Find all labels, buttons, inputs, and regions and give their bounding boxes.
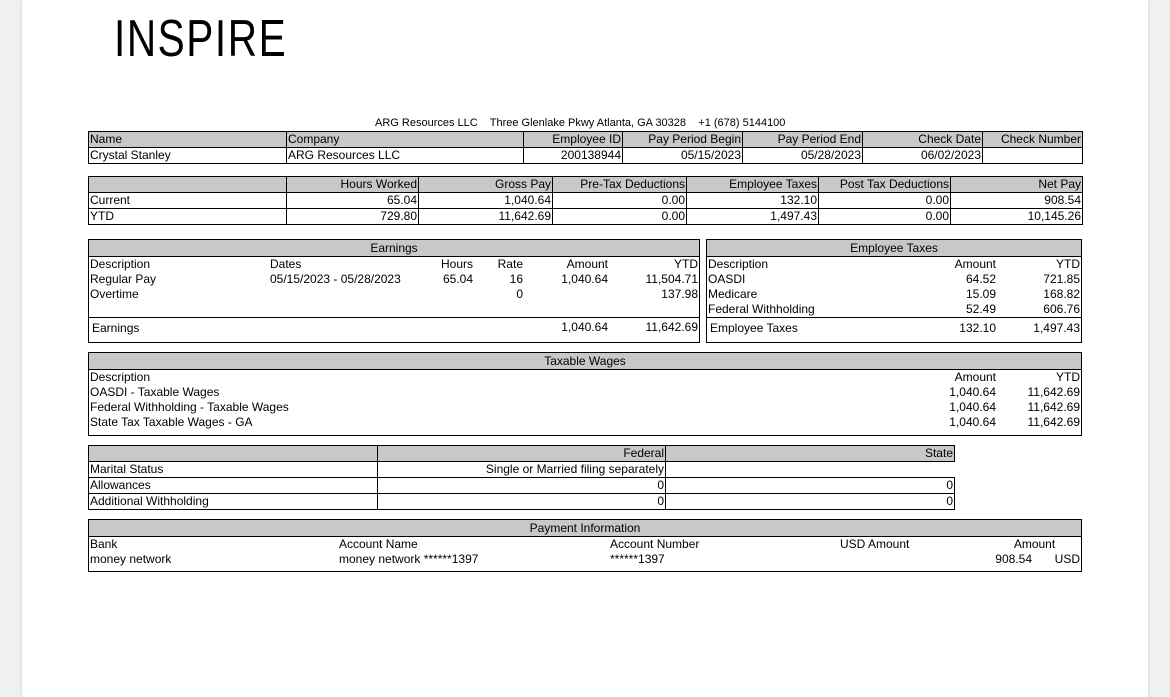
summary-row-ytd xyxy=(89,209,1083,225)
earnings-total-row xyxy=(89,318,699,338)
payment-header-account-name: Account Name xyxy=(339,537,418,551)
earnings-header-ytd: YTD xyxy=(674,257,698,271)
wages-cell: State Tax Taxable Wages - GA xyxy=(90,415,253,429)
wages-cell: 11,642.69 xyxy=(1027,385,1080,399)
taxes-header-amount: Amount xyxy=(954,257,996,271)
pay-period-begin: 05/15/2023 xyxy=(623,148,743,164)
wages-cell: 11,642.69 xyxy=(1027,415,1080,429)
employee-taxes-section xyxy=(706,239,1082,343)
withholding-cell: Allowances xyxy=(89,478,378,494)
tax-cell: 606.76 xyxy=(1043,302,1080,316)
tax-cell: 168.82 xyxy=(1043,287,1080,301)
wages-cell: 1,040.64 xyxy=(949,415,996,429)
summary-cell: 1,040.64 xyxy=(419,193,553,209)
header-check-date: Check Date xyxy=(863,132,983,148)
taxes-total-ytd: 1,497.43 xyxy=(1033,320,1080,335)
taxes-header-ytd: YTD xyxy=(1056,257,1080,271)
pay-period-end: 05/28/2023 xyxy=(743,148,863,164)
summary-cell: 729.80 xyxy=(287,209,419,225)
taxes-total-amount: 132.10 xyxy=(959,320,996,335)
earnings-cell: 05/15/2023 - 05/28/2023 xyxy=(270,272,401,286)
earnings-header-amount: Amount xyxy=(566,257,608,271)
summary-header-gross: Gross Pay xyxy=(419,177,553,193)
wages-header-amount: Amount xyxy=(954,370,996,384)
company-phone: +1 (678) 5144100 xyxy=(698,117,786,129)
check-date: 06/02/2023 xyxy=(863,148,983,164)
summary-cell: 908.54 xyxy=(951,193,1083,209)
wages-cell: OASDI - Taxable Wages xyxy=(90,385,220,399)
summary-cell: Current xyxy=(89,193,287,209)
earnings-header-hours: Hours xyxy=(440,257,473,271)
summary-row-current xyxy=(89,193,1083,209)
summary-cell: 65.04 xyxy=(287,193,419,209)
earnings-total-label: Earnings xyxy=(92,320,140,335)
withholding-table xyxy=(88,445,954,510)
earnings-title: Earnings xyxy=(89,240,699,257)
pay-summary-table xyxy=(88,176,1082,225)
wages-row xyxy=(89,415,1081,430)
summary-header-blank xyxy=(89,177,287,193)
employee-name: Crystal Stanley xyxy=(89,148,287,164)
withholding-header-blank xyxy=(89,446,378,462)
payment-account-name: money network ******1397 xyxy=(339,552,479,566)
taxes-header-description: Description xyxy=(708,257,769,271)
wages-row xyxy=(89,400,1081,415)
summary-header-hours: Hours Worked xyxy=(287,177,419,193)
withholding-cell: 0 xyxy=(378,494,666,510)
header-name: Name xyxy=(89,132,287,148)
tax-row-oasdi xyxy=(707,272,1081,287)
payment-amount: 908.54 xyxy=(995,552,1032,566)
wages-header-ytd: YTD xyxy=(1056,370,1080,384)
tax-cell: OASDI xyxy=(708,272,746,286)
earnings-total-amount: 1,040.64 xyxy=(561,320,608,334)
earnings-cell: 137.98 xyxy=(661,287,698,301)
summary-cell: 132.10 xyxy=(687,193,819,209)
earnings-spacer xyxy=(89,302,699,317)
payment-info-section xyxy=(88,519,1082,572)
payment-header-usd-amount: USD Amount xyxy=(840,537,910,551)
earnings-total-ytd: 11,642.69 xyxy=(645,320,698,334)
earnings-section xyxy=(88,239,700,343)
summary-header-net: Net Pay xyxy=(951,177,1083,193)
payment-usd-amount xyxy=(839,552,988,567)
taxes-total-label: Employee Taxes xyxy=(710,321,798,335)
tax-cell: 52.49 xyxy=(965,302,996,316)
withholding-header-federal: Federal xyxy=(378,446,666,462)
tax-row-federal xyxy=(707,302,1081,318)
logo-text: INSPIRE xyxy=(114,10,288,68)
withholding-row-marital xyxy=(89,462,955,478)
withholding-cell: 0 xyxy=(666,478,955,494)
payment-header-amount: Amount xyxy=(1013,537,1056,551)
withholding-cell: 0 xyxy=(378,478,666,494)
summary-header-taxes: Employee Taxes xyxy=(687,177,819,193)
withholding-header-state: State xyxy=(666,446,955,462)
payment-header-account-number: Account Number xyxy=(610,537,700,551)
earnings-cell: 16 xyxy=(509,272,523,286)
payment-row xyxy=(89,552,1081,567)
tax-cell: 15.09 xyxy=(965,287,996,301)
earnings-cell: 65.04 xyxy=(442,272,473,286)
tax-row-medicare xyxy=(707,287,1081,302)
withholding-row-allowances xyxy=(89,478,955,494)
employee-company: ARG Resources LLC xyxy=(287,148,524,164)
withholding-cell: 0 xyxy=(666,494,955,510)
tax-cell: Medicare xyxy=(708,287,758,301)
withholding-cell: Marital Status xyxy=(89,462,378,478)
header-employee-id: Employee ID xyxy=(524,132,623,148)
summary-header-pretax: Pre-Tax Deductions xyxy=(553,177,687,193)
payment-header-bank: Bank xyxy=(90,537,118,551)
payment-bank: money network xyxy=(90,552,172,566)
employee-info-table xyxy=(88,131,1082,164)
tax-cell: 721.85 xyxy=(1043,272,1080,286)
summary-cell: 10,145.26 xyxy=(951,209,1083,225)
payment-account-number: ******1397 xyxy=(610,552,665,566)
earnings-cell: 1,040.64 xyxy=(561,272,608,286)
wages-row xyxy=(89,385,1081,400)
earnings-cell xyxy=(439,287,474,302)
inspire-logo xyxy=(114,8,336,70)
earnings-cell xyxy=(524,287,609,302)
payment-title: Payment Information xyxy=(89,520,1081,537)
earnings-cell: 11,504.71 xyxy=(645,272,698,286)
withholding-cell: Additional Withholding xyxy=(89,494,378,510)
earnings-row-regular xyxy=(89,272,699,287)
company-name: ARG Resources LLC xyxy=(375,117,478,129)
earnings-header-rate: Rate xyxy=(497,257,523,271)
earnings-header-description: Description xyxy=(90,257,151,271)
wages-cell: 11,642.69 xyxy=(1027,400,1080,414)
wages-cell: 1,040.64 xyxy=(949,400,996,414)
employee-id: 200138944 xyxy=(524,148,623,164)
taxable-wages-title: Taxable Wages xyxy=(89,353,1081,370)
earnings-cell xyxy=(269,287,439,302)
taxable-wages-section xyxy=(88,352,1082,436)
earnings-cell: 0 xyxy=(516,287,523,301)
header-pay-period-end: Pay Period End xyxy=(743,132,863,148)
withholding-row-additional xyxy=(89,494,955,510)
tax-cell: Federal Withholding xyxy=(708,302,815,316)
summary-cell: 0.00 xyxy=(819,209,951,225)
company-address-line xyxy=(375,117,785,129)
header-company: Company xyxy=(287,132,524,148)
summary-cell: 0.00 xyxy=(553,193,687,209)
earnings-cell: Regular Pay xyxy=(90,272,157,286)
earnings-cell: Overtime xyxy=(90,287,139,301)
check-number xyxy=(983,148,1083,164)
paystub-page xyxy=(22,0,1148,697)
summary-cell: 0.00 xyxy=(819,193,951,209)
header-check-number: Check Number xyxy=(983,132,1083,148)
header-pay-period-begin: Pay Period Begin xyxy=(623,132,743,148)
taxes-total-row xyxy=(707,318,1081,338)
employee-taxes-title: Employee Taxes xyxy=(707,240,1081,257)
earnings-row-overtime xyxy=(89,287,699,302)
company-address: Three Glenlake Pkwy Atlanta, GA 30328 xyxy=(489,117,687,129)
summary-cell: 11,642.69 xyxy=(419,209,553,225)
earnings-header-dates: Dates xyxy=(270,257,302,271)
wages-cell: Federal Withholding - Taxable Wages xyxy=(90,400,289,414)
summary-cell: 0.00 xyxy=(553,209,687,225)
wages-header-description: Description xyxy=(90,370,151,384)
tax-cell: 64.52 xyxy=(965,272,996,286)
withholding-cell: Single or Married filing separately xyxy=(378,462,666,478)
payment-currency: USD xyxy=(1054,552,1081,566)
withholding-cell xyxy=(666,462,955,478)
summary-cell: YTD xyxy=(89,209,287,225)
summary-header-posttax: Post Tax Deductions xyxy=(819,177,951,193)
wages-cell: 1,040.64 xyxy=(949,385,996,399)
summary-cell: 1,497.43 xyxy=(687,209,819,225)
